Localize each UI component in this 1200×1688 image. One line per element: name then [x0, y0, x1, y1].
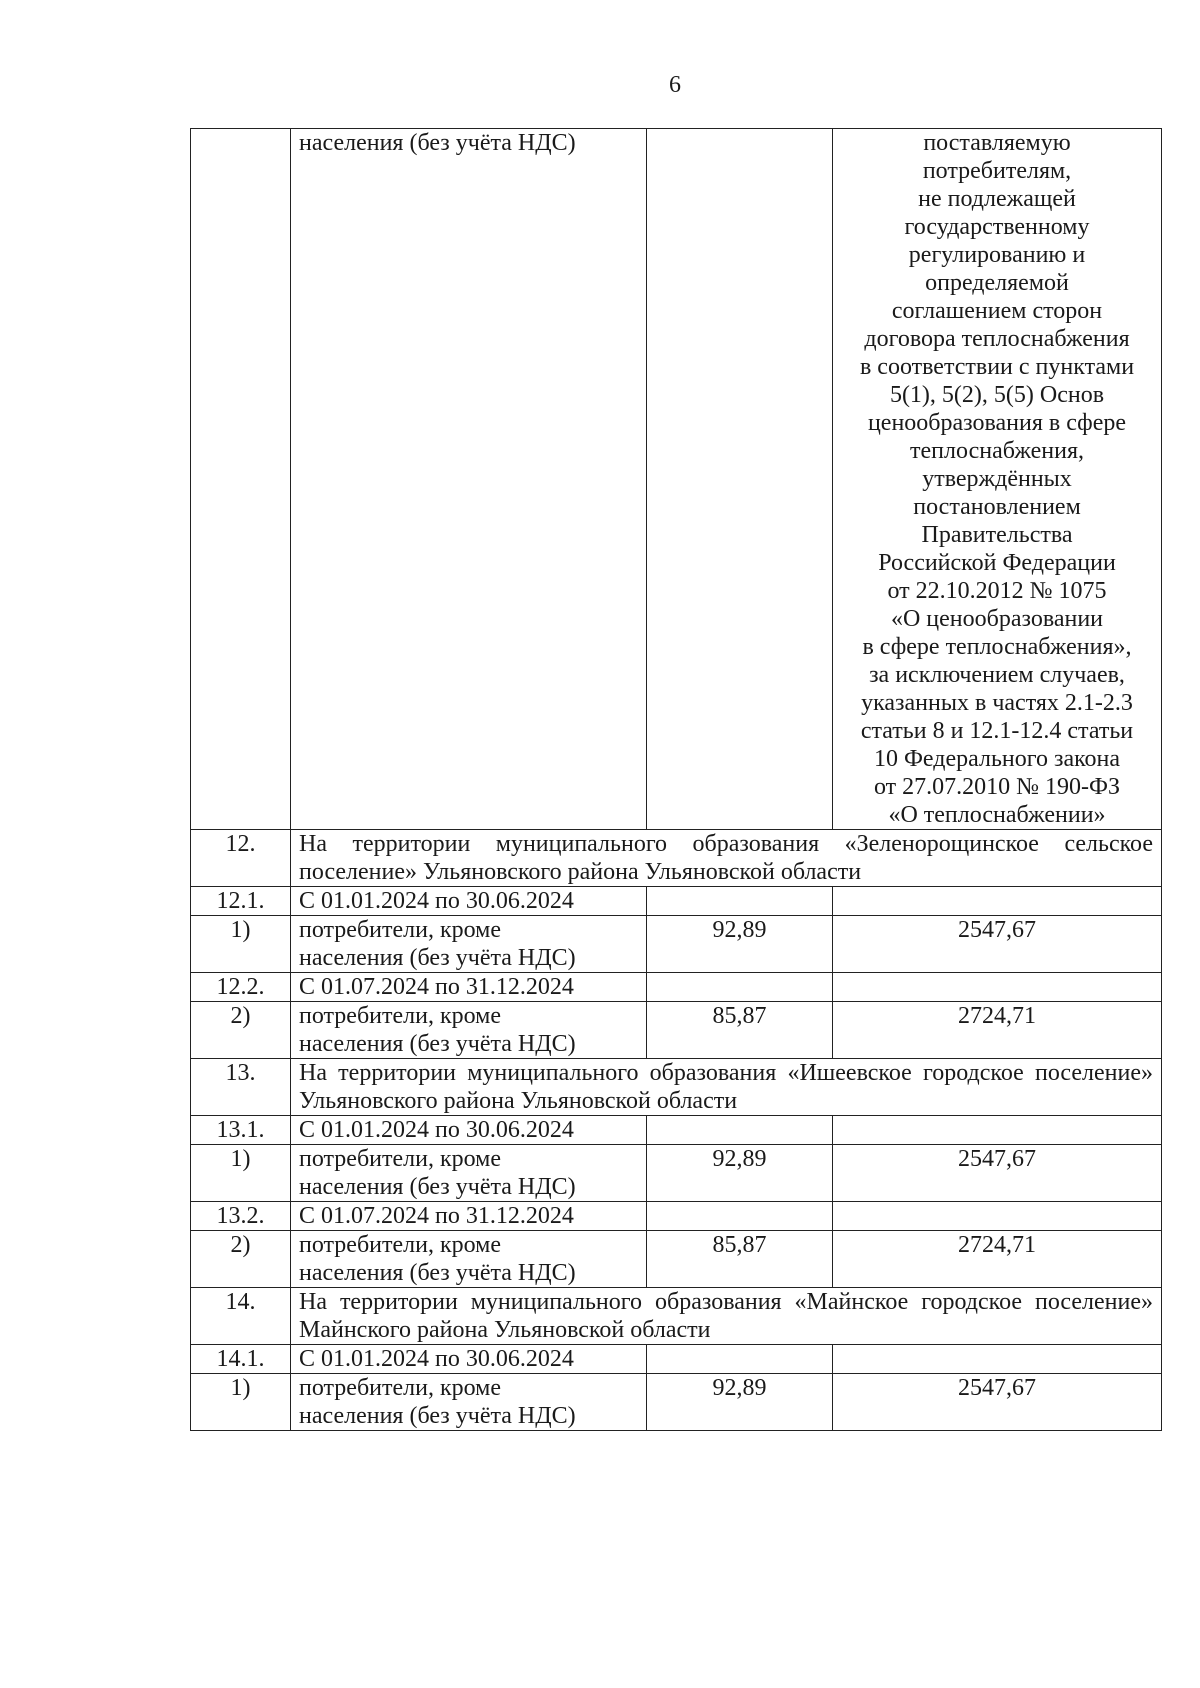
item-value-2: 2724,71 — [833, 1002, 1162, 1059]
item-value-2: 2724,71 — [833, 1231, 1162, 1288]
note-line: от 27.07.2010 № 190-ФЗ — [873, 774, 1121, 800]
note-line: в сфере теплоснабжения», — [862, 634, 1132, 660]
section-row — [191, 830, 1162, 887]
note-line: ценообразования в сфере — [867, 410, 1127, 436]
item-row — [191, 1231, 1162, 1288]
section-row — [191, 1288, 1162, 1345]
row-number-cell — [191, 129, 291, 830]
item-row — [191, 916, 1162, 973]
note-line: 5(1), 5(2), 5(5) Основ — [889, 382, 1105, 408]
period-empty-note — [833, 1116, 1162, 1145]
value-cell — [647, 129, 833, 830]
item-value-1: 92,89 — [647, 1374, 833, 1431]
page-number: 6 — [669, 72, 681, 98]
period-label: С 01.01.2024 по 30.06.2024 — [291, 887, 647, 916]
section-title: На территории муниципального образования «Майнское городское поселение» Майнского района Ульяновской области — [291, 1288, 1162, 1345]
item-description-line: потребители, кроме — [299, 1146, 502, 1172]
period-empty-value — [647, 887, 833, 916]
item-description — [291, 1002, 647, 1059]
period-number: 12.2. — [191, 973, 291, 1002]
note-line: соглашением сторон — [891, 298, 1103, 324]
item-row — [191, 1374, 1162, 1431]
section-number: 12. — [191, 830, 291, 887]
note-line: Российской Федерации — [878, 550, 1116, 576]
section-row — [191, 1059, 1162, 1116]
note-line: постановлением — [913, 494, 1081, 520]
note-line: не подлежащей — [918, 186, 1076, 212]
period-number: 14.1. — [191, 1345, 291, 1374]
note-line: потребителям, — [922, 158, 1072, 184]
section-number: 13. — [191, 1059, 291, 1116]
note-line: за исключением случаев, — [869, 662, 1125, 688]
note-line: государственному — [904, 214, 1090, 240]
period-number: 13.2. — [191, 1202, 291, 1231]
item-value-1: 85,87 — [647, 1231, 833, 1288]
period-row — [191, 1202, 1162, 1231]
item-value-2: 2547,67 — [833, 1374, 1162, 1431]
item-description-line: потребители, кроме — [299, 917, 502, 943]
item-description — [291, 916, 647, 973]
item-number: 2) — [191, 1231, 291, 1288]
period-label: С 01.07.2024 по 31.12.2024 — [291, 973, 647, 1002]
table-row — [191, 129, 1162, 830]
note-line: теплоснабжения, — [910, 438, 1084, 464]
period-row — [191, 1345, 1162, 1374]
period-row — [191, 973, 1162, 1002]
item-description-line: потребители, кроме — [299, 1232, 502, 1258]
period-empty-value — [647, 1116, 833, 1145]
note-line: «О ценообразовании — [890, 606, 1104, 632]
item-number: 1) — [191, 1145, 291, 1202]
item-description — [291, 1374, 647, 1431]
note-line: в соответствии с пунктами — [859, 354, 1135, 380]
note-line: статьи 8 и 12.1-12.4 статьи — [860, 718, 1134, 744]
period-row — [191, 887, 1162, 916]
item-description-line: потребители, кроме — [299, 1375, 502, 1401]
note-line: Правительства — [921, 522, 1073, 548]
period-empty-value — [647, 973, 833, 1002]
note-line: 10 Федерального закона — [873, 746, 1121, 772]
item-value-2: 2547,67 — [833, 916, 1162, 973]
note-line: «О теплоснабжении» — [888, 802, 1106, 828]
note-cell — [833, 129, 1162, 830]
item-description-line: населения (без учёта НДС) — [299, 1260, 576, 1286]
item-number: 1) — [191, 1374, 291, 1431]
period-number: 12.1. — [191, 887, 291, 916]
item-description-line: населения (без учёта НДС) — [299, 1403, 576, 1429]
period-label: С 01.01.2024 по 30.06.2024 — [291, 1345, 647, 1374]
period-number: 13.1. — [191, 1116, 291, 1145]
period-label: С 01.01.2024 по 30.06.2024 — [291, 1116, 647, 1145]
note-line: договора теплоснабжения — [864, 326, 1130, 352]
item-number: 1) — [191, 916, 291, 973]
item-description — [291, 1231, 647, 1288]
note-line: определяемой — [925, 270, 1069, 296]
section-number: 14. — [191, 1288, 291, 1345]
tariff-table — [190, 128, 1162, 1431]
note-line: регулированию и — [908, 242, 1086, 268]
note-line: от 22.10.2012 № 1075 — [887, 578, 1107, 604]
note-line: поставляемую — [923, 130, 1071, 156]
period-row — [191, 1116, 1162, 1145]
period-label: С 01.07.2024 по 31.12.2024 — [291, 1202, 647, 1231]
item-value-1: 92,89 — [647, 1145, 833, 1202]
note-line: указанных в частях 2.1-2.3 — [861, 690, 1133, 716]
section-title: На территории муниципального образования «Ишеевское городское поселение» Ульяновского района Ульяновской области — [291, 1059, 1162, 1116]
item-row — [191, 1145, 1162, 1202]
period-empty-value — [647, 1345, 833, 1374]
item-description-line: населения (без учёта НДС) — [299, 1174, 576, 1200]
item-value-1: 92,89 — [647, 916, 833, 973]
item-description-line: потребители, кроме — [299, 1003, 502, 1029]
period-empty-note — [833, 973, 1162, 1002]
section-title: На территории муниципального образования «Зеленорощинское сельское поселение» Ульяновского района Ульяновской области — [291, 830, 1162, 887]
item-description-line: населения (без учёта НДС) — [299, 1031, 576, 1057]
item-value-1: 85,87 — [647, 1002, 833, 1059]
item-description-line: населения (без учёта НДС) — [299, 945, 576, 971]
description-cell: населения (без учёта НДС) — [291, 129, 647, 830]
item-row — [191, 1002, 1162, 1059]
period-empty-value — [647, 1202, 833, 1231]
item-number: 2) — [191, 1002, 291, 1059]
period-empty-note — [833, 1202, 1162, 1231]
item-value-2: 2547,67 — [833, 1145, 1162, 1202]
item-description — [291, 1145, 647, 1202]
period-empty-note — [833, 1345, 1162, 1374]
period-empty-note — [833, 887, 1162, 916]
note-line: утверждённых — [922, 466, 1072, 492]
